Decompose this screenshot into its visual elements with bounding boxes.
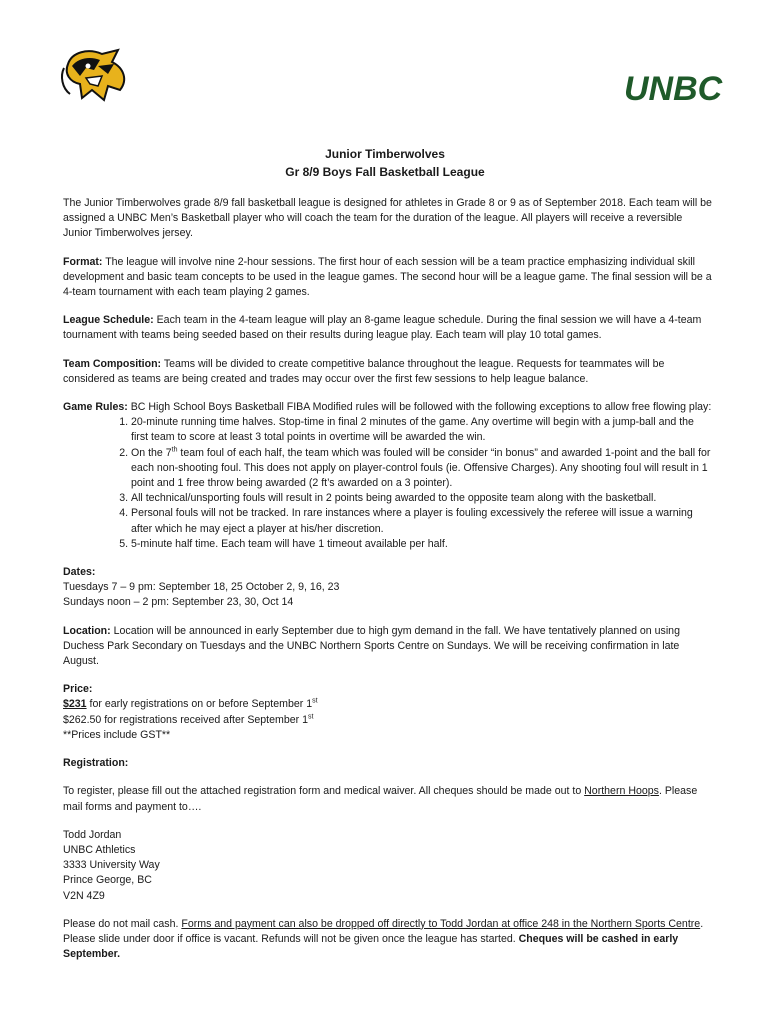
team-composition-text: Teams will be divided to create competitive balance throughout the league. Requests for teammates will be considered as teams are being created and trades may occur over the first few sessions to help league balance. bbox=[63, 357, 665, 385]
dates-tuesdays: Tuesdays 7 – 9 pm: September 18, 25 October 2, 9, 16, 23 bbox=[63, 581, 340, 594]
league-schedule-text: Each team in the 4-team league will play an 8-game league schedule. During the final session we will have a 4-team tournament with teams being seeded based on their results during league play. Each team will play 10 total games. bbox=[63, 314, 702, 342]
address-line: 3333 University Way bbox=[63, 859, 160, 872]
format-label: Format: bbox=[63, 255, 103, 268]
unbc-logo bbox=[622, 66, 723, 108]
document-body bbox=[63, 196, 713, 975]
list-item: 1. 20-minute running time halves. Stop-time in final 2 minutes of the game. Any overtime will begin with a jump-ball and the first team to score at least 3 total points in overtime will be awarded the win. bbox=[131, 415, 713, 445]
timberwolves-logo bbox=[58, 44, 130, 106]
game-rules-paragraph bbox=[63, 400, 713, 415]
price-label: Price: bbox=[63, 683, 93, 696]
address-line: V2N 4Z9 bbox=[63, 889, 105, 902]
format-text: The league will involve nine 2-hour sessions. The first hour of each session will be a team practice emphasizing individual skill development and basic team concepts to be used in the league games. The second hour will be a league game. The final session will be a 4-team tournament with each team playing 2 games. bbox=[63, 255, 712, 299]
team-composition-label: Team Composition: bbox=[63, 357, 162, 370]
address-line: UNBC Athletics bbox=[63, 843, 136, 856]
payee-name: Northern Hoops bbox=[584, 785, 659, 798]
title-line-1: Junior Timberwolves bbox=[325, 147, 445, 161]
league-schedule-label: League Schedule: bbox=[63, 314, 154, 327]
address-line: Prince George, BC bbox=[63, 874, 152, 887]
cheque-note: Cheques will be cashed in early September. bbox=[63, 932, 679, 961]
price-section bbox=[63, 682, 713, 743]
intro-paragraph: The Junior Timberwolves grade 8/9 fall basketball league is designed for athletes in Grade 8 or 9 as of September 2018. Each team will be assigned a UNBC Men’s Basketball player who will coach the team for the duration of the league. All players will receive a reversible Junior Timberwolves jersey. bbox=[63, 197, 712, 240]
format-paragraph bbox=[63, 255, 713, 301]
location-paragraph bbox=[63, 624, 713, 670]
unbc-logo-text: UNBC bbox=[624, 70, 723, 108]
title-line-2: Gr 8/9 Boys Fall Basketball League bbox=[285, 165, 485, 179]
location-text: Location will be announced in early September due to high gym demand in the fall. We have tentatively planned on using Duchess Park Secondary on Tuesdays and the UNBC Northern Sports Centre on Sundays. We will be receiving confirmation in late August. bbox=[63, 624, 680, 668]
list-item: 5. 5-minute half time. Each team will have 1 timeout available per half. bbox=[131, 537, 713, 552]
drop-off-note: Forms and payment can also be dropped off directly to Todd Jordan at office 248 in the Northern Sports Centre bbox=[181, 917, 701, 930]
price-note: **Prices include GST** bbox=[63, 728, 171, 741]
price-early-amount: $231 bbox=[63, 698, 87, 711]
game-rules-list bbox=[63, 415, 713, 552]
team-composition-paragraph bbox=[63, 357, 713, 387]
mailing-address bbox=[63, 828, 713, 904]
dates-section bbox=[63, 565, 713, 611]
final-paragraph: Please do not mail cash. Forms and payment can also be dropped off directly to Todd Jordan at office 248 in the Northern Sports Centre. Please slide under door if office is vacant. Refunds will not be given once the league has started. Cheques will be cashed in early September. bbox=[63, 917, 704, 961]
price-early: $231 for early registrations on or before September 1st bbox=[63, 697, 318, 711]
dates-label: Dates: bbox=[63, 566, 96, 579]
registration-heading bbox=[63, 756, 713, 771]
game-rules-label: Game Rules: bbox=[63, 401, 128, 414]
dates-sundays: Sundays noon – 2 pm: September 23, 30, Oct 14 bbox=[63, 596, 294, 609]
location-label: Location: bbox=[63, 624, 111, 637]
list-item: 2. On the 7th team foul of each half, the team which was fouled will be consider “in bonus” and awarded 1-point and the ball for each non-shooting foul. This does not apply on player-control fouls (ie. Offensive Charges). Any shooting foul will result in 1 point and 1 free throw being awarded (2 ft’s awarded on a 3 pointer). bbox=[131, 446, 713, 492]
address-line: Todd Jordan bbox=[63, 828, 122, 841]
registration-paragraph: To register, please fill out the attached registration form and medical waiver. All cheques should be made out to Northern Hoops. Please mail forms and payment to…. bbox=[63, 785, 698, 813]
list-item: 4. Personal fouls will not be tracked. In rare instances where a player is fouling excessively the referee will issue a warning after which he may eject a player at his/her discretion. bbox=[131, 506, 713, 536]
list-item: 3. All technical/unsporting fouls will result in 2 points being awarded to the opposite team along with the basketball. bbox=[131, 491, 713, 506]
league-schedule-paragraph bbox=[63, 313, 713, 343]
game-rules-text: BC High School Boys Basketball FIBA Modified rules will be followed with the following exceptions to allow free flowing play: bbox=[127, 401, 712, 414]
registration-label: Registration: bbox=[63, 757, 129, 770]
price-late: $262.50 for registrations received after September 1st bbox=[63, 713, 314, 726]
